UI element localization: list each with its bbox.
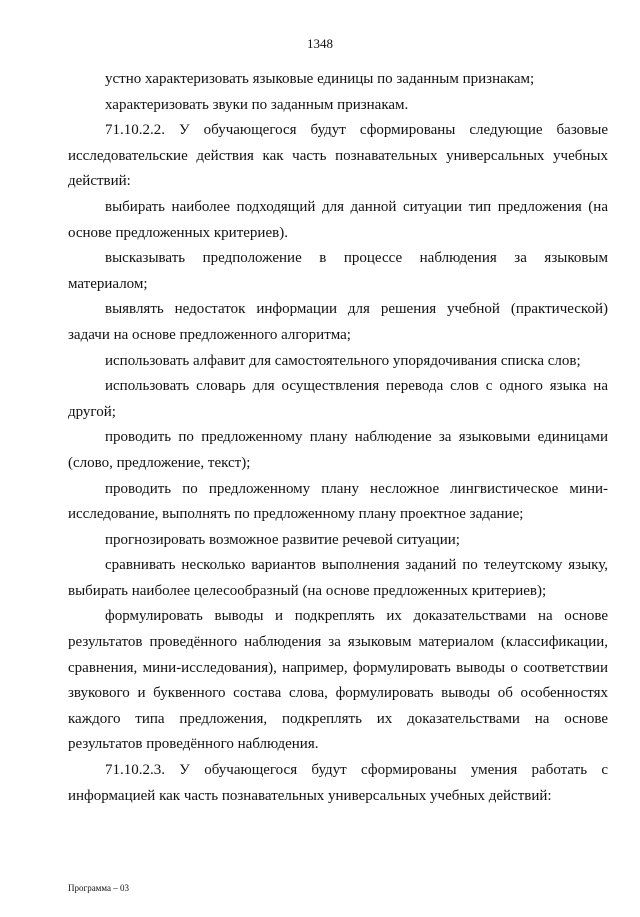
paragraph: выбирать наиболее подходящий для данной ситуации тип предложения (на основе предложенных критериев). (68, 198, 608, 241)
paragraph: сравнивать несколько вариантов выполнения заданий по телеутскому языку, выбирать наиболее целесообразный (на основе предложенных критериев); (68, 557, 608, 599)
page-body (68, 67, 608, 809)
paragraph: использовать словарь для осуществления перевода слов с одного языка на другой; (68, 378, 608, 420)
paragraph: устно характеризовать языковые единицы по заданным признакам; (105, 71, 535, 87)
paragraph: проводить по предложенному плану наблюдение за языковыми единицами (слово, предложение, текст); (68, 429, 608, 471)
page-footer: Программа – 03 (68, 883, 130, 893)
paragraph: использовать алфавит для самостоятельного упорядочивания списка слов; (105, 352, 581, 369)
page-number: 1348 (307, 36, 333, 51)
section-heading-paragraph: 71.10.2.3. У обучающегося будут сформированы умения работать с информацией как часть познавательных универсальных учебных действий: (68, 762, 608, 804)
paragraph: выявлять недостаток информации для решения учебной (практической) задачи на основе предложенного алгоритма; (68, 301, 608, 343)
paragraph: высказывать предположение в процессе наблюдения за языковым материалом; (68, 250, 608, 292)
paragraph: прогнозировать возможное развитие речевой ситуации; (105, 531, 460, 548)
section-heading-paragraph: 71.10.2.2. У обучающегося будут сформированы следующие базовые исследовательские действия как часть познавательных универсальных учебных действий: (68, 122, 608, 190)
paragraph: формулировать выводы и подкреплять их доказательствами на основе результатов проведённого наблюдения за языковым материалом (классификации, сравнения, мини-исследования), например, формулировать выводы о соответствии звукового и буквенного состава слова, формулировать выводы об особенностях каждого типа предложения, подкреплять их доказательствами на основе результатов проведённого наблюдения. (68, 608, 608, 753)
paragraph: проводить по предложенному плану несложное лингвистическое мини-исследование, выполнять по предложенному плану проектное задание; (68, 480, 608, 523)
paragraph: характеризовать звуки по заданным признакам. (105, 96, 409, 113)
